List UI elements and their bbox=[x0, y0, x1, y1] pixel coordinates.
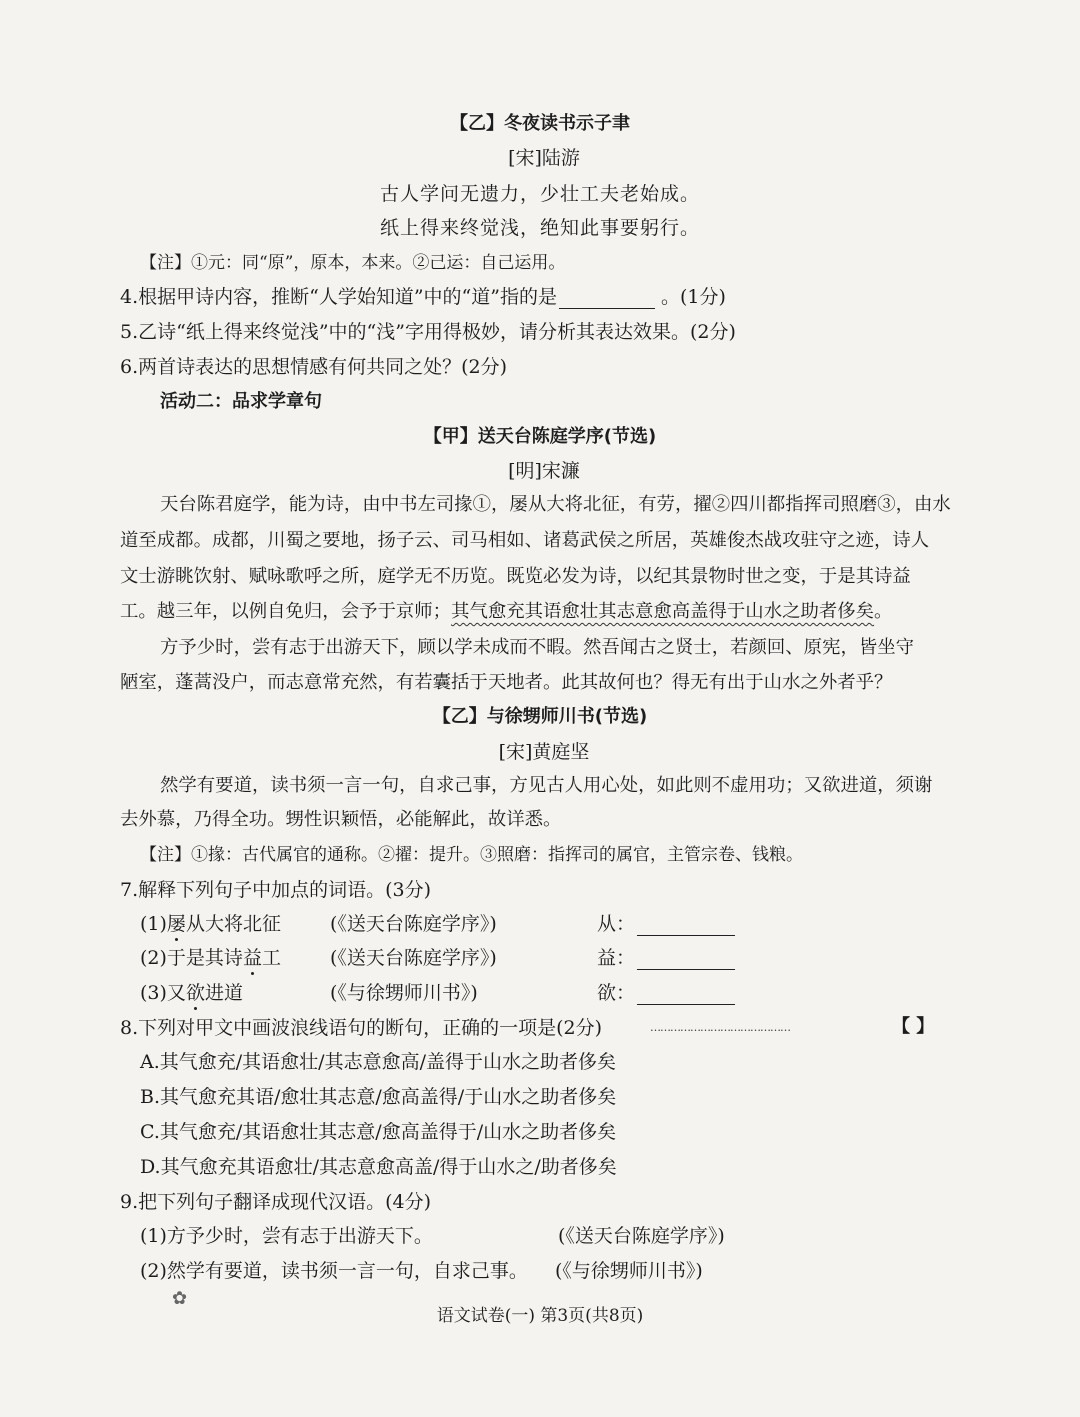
option-c: C.其气愈充/其语愈壮其志意/愈高盖得于/山水之助者侈矣 bbox=[140, 1121, 617, 1143]
text-b-author: [宋]黄庭坚 bbox=[498, 741, 590, 763]
dotted-word: 欲 bbox=[185, 982, 205, 1004]
question-7-item-2-answer bbox=[597, 946, 735, 970]
answer-bracket[interactable]: 【 】 bbox=[892, 1016, 935, 1037]
dotted-word: 益 bbox=[242, 947, 262, 969]
question-7-item-1 bbox=[140, 912, 281, 936]
poem-b-note: 【注】①元：同“原”，原本，本来。②己运：自己运用。 bbox=[140, 253, 566, 273]
text-a-paragraph-1-line-2: 道至成都。成都，川蜀之要地，扬子云、司马相如、诸葛武侯之所居，英雄俊杰战攻驻守之迹，诗人 bbox=[120, 530, 930, 551]
text-a-paragraph-1-line-3: 文士游眺饮射、赋咏歌呼之所，庭学无不历览。既览必发为诗，以纪其景物时世之变，于是其诗益 bbox=[120, 566, 911, 587]
text-a-line-4-end: 。 bbox=[874, 601, 893, 622]
text-b-paragraph-line-2: 去外慕，乃得全功。甥性识颖悟，必能解此，故详悉。 bbox=[120, 809, 562, 830]
poem-b-title: 【乙】冬夜读书示子聿 bbox=[450, 113, 630, 134]
wavy-underlined-sentence: 其气愈充其语愈壮其志意愈高盖得于山水之助者侈矣 bbox=[451, 601, 875, 622]
answer-label: 欲： bbox=[597, 982, 636, 1004]
item-text-pre: 于是其诗 bbox=[166, 947, 243, 969]
poem-b-line-1: 古人学问无遗力，少壮工夫老始成。 bbox=[379, 183, 700, 205]
ink-smudge-icon: ✿ bbox=[172, 1288, 188, 1309]
question-5: 5.乙诗“纸上得来终觉浅”中的“浅”字用得极妙，请分析其表达效果。(2分) bbox=[120, 321, 736, 343]
item-text-pre: 又 bbox=[166, 982, 186, 1004]
item-number: (3) bbox=[140, 982, 167, 1004]
dotted-word: 屡 bbox=[166, 913, 186, 935]
item-number: (1) bbox=[140, 913, 167, 935]
question-4-score: 。(1分) bbox=[660, 286, 726, 308]
text-a-title: 【甲】送天台陈庭学序(节选) bbox=[423, 426, 657, 447]
question-9-sentence-2-source: (《与徐甥师川书》) bbox=[555, 1260, 703, 1282]
text-a-paragraph-2-line-1: 方予少时，尝有志于出游天下，顾以学未成而不暇。然吾闻古之贤士，若颜回、原宪，皆坐守 bbox=[160, 637, 915, 658]
item-text-post: 从大将北征 bbox=[185, 913, 281, 935]
dotted-leader: …………………………………… bbox=[650, 1021, 790, 1034]
item-text-post: 进道 bbox=[204, 982, 243, 1004]
question-9: 9.把下列句子翻译成现代汉语。(4分) bbox=[120, 1191, 432, 1213]
item-text-post: 工 bbox=[261, 947, 281, 969]
question-7-item-2 bbox=[140, 946, 281, 970]
item-number: (2) bbox=[140, 947, 167, 969]
option-a: A.其气愈充/其语愈壮/其志意愈高/盖得于山水之助者侈矣 bbox=[140, 1051, 616, 1073]
question-6: 6.两首诗表达的思想情感有何共同之处？(2分) bbox=[120, 356, 508, 378]
option-b: B.其气愈充其语/愈壮其志意/愈高盖得/于山水之助者侈矣 bbox=[140, 1086, 617, 1108]
question-7-item-2-source: (《送天台陈庭学序》) bbox=[330, 947, 497, 969]
question-9-sentence-1-source: (《送天台陈庭学序》) bbox=[558, 1225, 725, 1247]
answer-blank[interactable] bbox=[637, 986, 735, 1005]
question-7-item-1-source: (《送天台陈庭学序》) bbox=[330, 913, 497, 935]
page-footer: 语文试卷(一) 第3页(共8页) bbox=[436, 1306, 644, 1326]
text-a-paragraph-1-line-1: 天台陈君庭学，能为诗，由中书左司掾①，屡从大将北征，有劳，擢②四川都指挥司照磨③，由水 bbox=[160, 494, 951, 515]
question-9-sentence-1: (1)方予少时，尝有志于出游天下。 bbox=[140, 1225, 433, 1247]
answer-blank[interactable] bbox=[559, 290, 655, 309]
text-a-paragraph-1-line-4 bbox=[120, 600, 892, 624]
text-b-note: 【注】①掾：古代属官的通称。②擢：提升。③照磨：指挥司的属官，主管宗卷、钱粮。 bbox=[140, 845, 803, 865]
poem-b-line-2: 纸上得来终觉浅，绝知此事要躬行。 bbox=[379, 217, 700, 239]
answer-blank[interactable] bbox=[637, 917, 735, 936]
question-7-item-1-answer bbox=[597, 912, 735, 936]
text-a-paragraph-2-line-2: 陋室，蓬蒿没户，而志意常充然，有若囊括于天地者。此其故何也？得无有出于山水之外者乎？ bbox=[120, 672, 893, 693]
question-7-item-3-answer bbox=[597, 981, 735, 1005]
text-b-title: 【乙】与徐甥师川书(节选) bbox=[432, 706, 648, 727]
question-7: 7.解释下列句子中加点的词语。(3分) bbox=[120, 879, 432, 901]
answer-blank[interactable] bbox=[637, 951, 735, 970]
text-a-line-4-start: 工。越三年，以例自免归，会予于京师； bbox=[120, 601, 452, 622]
option-d: D.其气愈充其语愈壮/其志意愈高盖/得于山水之/助者侈矣 bbox=[140, 1156, 617, 1178]
question-4-text: 4.根据甲诗内容，推断“人学始知道”中的“道”指的是 bbox=[120, 286, 557, 308]
answer-label: 从： bbox=[597, 913, 636, 935]
poem-b-author: [宋]陆游 bbox=[508, 147, 580, 169]
question-7-item-3 bbox=[140, 981, 243, 1005]
text-a-author: [明]宋濂 bbox=[508, 460, 580, 482]
question-9-sentence-2: (2)然学有要道，读书须一言一句，自求己事。 bbox=[140, 1260, 528, 1282]
activity-2-heading: 活动二：品求学章句 bbox=[160, 391, 322, 412]
question-8: 8.下列对甲文中画波浪线语句的断句，正确的一项是(2分) bbox=[120, 1017, 603, 1039]
question-7-item-3-source: (《与徐甥师川书》) bbox=[330, 982, 478, 1004]
text-b-paragraph-line-1: 然学有要道，读书须一言一句，自求己事，方见古人用心处，如此则不虚用功；又欲进道，须谢 bbox=[160, 775, 933, 796]
question-4 bbox=[120, 285, 726, 309]
answer-label: 益： bbox=[597, 947, 636, 969]
